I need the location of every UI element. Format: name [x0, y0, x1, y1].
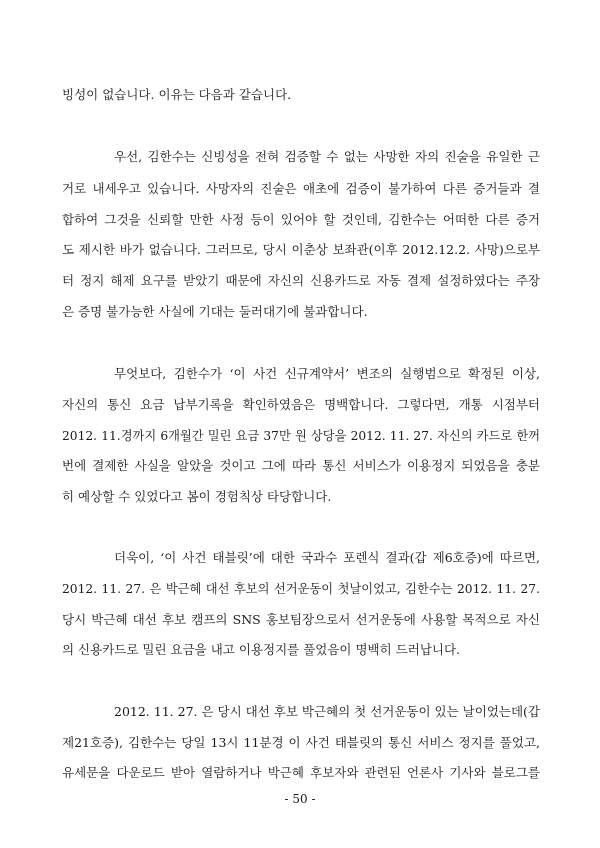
- paragraph-2-line-3: 합하여 그것을 신뢰할 만한 사정 등이 있어야 할 것인데, 김한수는 어떠한 다른 증거: [62, 212, 540, 227]
- paragraph-2-line-2: 거로 내세우고 있습니다. 사망자의 진술은 애초에 검증이 불가하여 다른 증거들과 결: [62, 181, 540, 196]
- paragraph-3-line-3: 2012. 11.경까지 6개월간 밀린 요금 37만 원 상당을 2012. 11. 27. 자신의 카드로 한꺼: [62, 429, 540, 443]
- paragraph-4-line-2: 2012. 11. 27. 은 박근혜 대선 후보의 선거운동이 첫날이었고, 김한수는 2012. 11. 27.: [62, 582, 540, 596]
- paragraph-4-line-1: 더욱이, ‘이 사건 태블릿’에 대한 국과수 포렌식 결과(갑 제6호증)에 따르면,: [114, 550, 540, 565]
- paragraph-2-line-4: 도 제시한 바가 없습니다. 그러므로, 당시 이춘상 보좌관(이후 2012.12.2. 사망)으로부: [62, 242, 540, 257]
- paragraph-4-line-4: 의 신용카드로 밀린 요금을 내고 이용정지를 풀었음이 명백히 드러납니다.: [62, 642, 461, 657]
- paragraph-2-line-5: 터 정지 해제 요구를 받았기 때문에 자신의 신용카드로 자동 결제 설정하였다는 주장: [62, 273, 540, 288]
- paragraph-2-line-6: 은 증명 불가능한 사실에 기대는 둘러대기에 불과합니다.: [62, 304, 368, 319]
- paragraph-4-line-3: 당시 박근혜 대선 후보 캠프의 SNS 홍보팀장으로서 선거운동에 사용할 목적으로 자신: [62, 612, 540, 627]
- paragraph-5-line-2: 제21호증), 김한수는 당일 13시 11분경 이 사건 태블릿의 통신 서비스 정지를 풀었고,: [62, 735, 540, 750]
- paragraph-3-line-5: 히 예상할 수 있었다고 봄이 경험칙상 타당합니다.: [62, 489, 332, 504]
- paragraph-5-line-1: 2012. 11. 27. 은 당시 대선 후보 박근혜의 첫 선거운동이 있는 날이었는데(갑: [114, 704, 540, 719]
- paragraph-3-line-1: 무엇보다, 김한수가 ‘이 사건 신규계약서’ 변조의 실행범으로 확정된 이상,: [114, 366, 540, 381]
- paragraph-3-line-4: 번에 결제한 사실을 알았을 것이고 그에 따라 통신 서비스가 이용정지 되었음을 충분: [62, 458, 540, 473]
- paragraph-5-line-3: 유세문을 다운로드 받아 열람하거나 박근혜 후보자와 관련된 언론사 기사와 블로그를: [62, 765, 540, 780]
- paragraph-3-line-2: 자신의 통신 요금 납부기록을 확인하였음은 명백합니다. 그렇다면, 개통 시점부터: [62, 397, 540, 412]
- page-number: - 50 -: [284, 792, 316, 806]
- paragraph-1-line-1: 빙성이 없습니다. 이유는 다음과 같습니다.: [62, 87, 292, 102]
- paragraph-2-line-1: 우선, 김한수는 신빙성을 전혀 검증할 수 없는 사망한 자의 진술을 유일한 근: [114, 149, 540, 164]
